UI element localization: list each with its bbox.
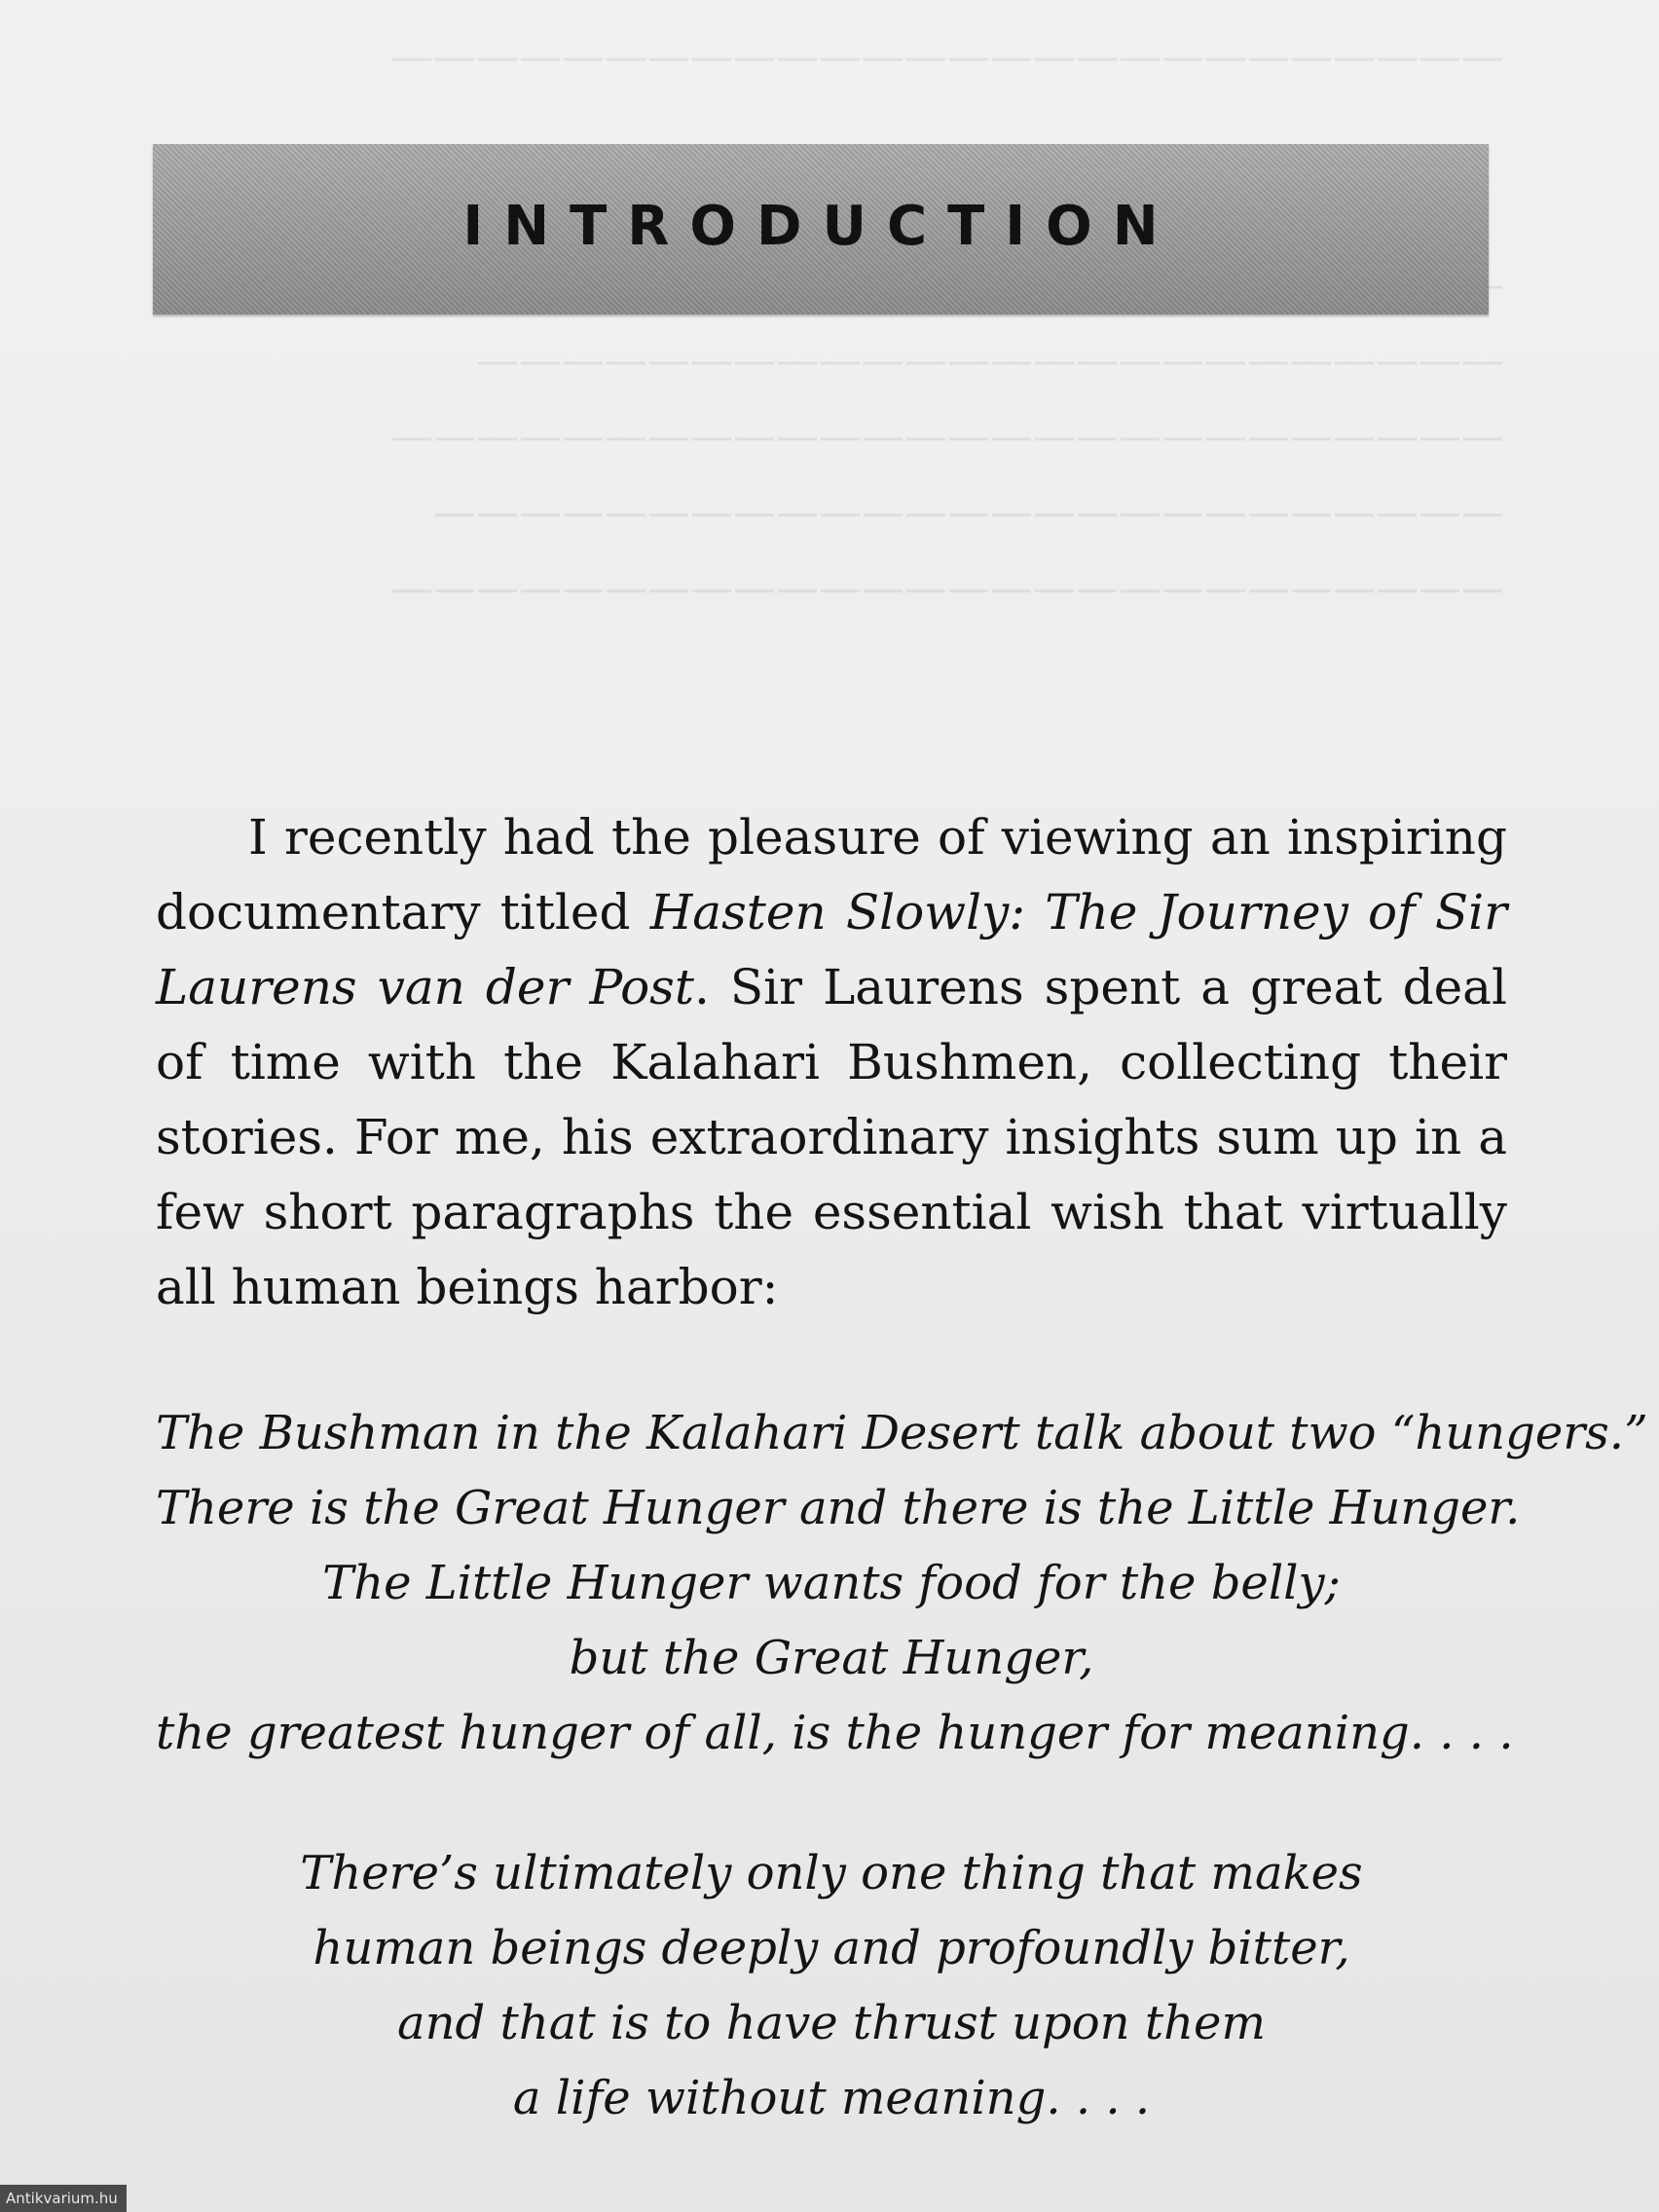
heading-banner [153, 144, 1489, 314]
chapter-title: INTRODUCTION [462, 195, 1179, 258]
quote-line: human beings deeply and profoundly bitter, [313, 1921, 1350, 1975]
quote-line: a life without meaning. . . . [512, 2071, 1151, 2125]
quote-line: There is the Great Hunger and there is the Little Hunger. [156, 1481, 1521, 1535]
quote-line: The Little Hunger wants food for the belly; [322, 1556, 1341, 1610]
quote-block-meaning [156, 1836, 1507, 2136]
bleed-through-texture: —————————————————————————— ———————————————————————— —————————————————————————— ————————————————————————— —————————————————————————— [390, 32, 1504, 613]
quote-line: There’s ultimately only one thing that makes [300, 1846, 1363, 1900]
watermark-label: Antikvarium.hu [0, 2185, 127, 2212]
intro-paragraph [156, 800, 1507, 1325]
paragraph-text-end: . Sir Laurens spent a great deal of time with the Kalahari Bushmen, collecting their stories. For me, his extraordinary insights sum up in a few short paragraphs the essential wish that virtually all human beings harbor: [156, 959, 1507, 1315]
quote-line: The Bushman in the Kalahari Desert talk about two “hungers.” [156, 1406, 1648, 1460]
quote-line: and that is to have thrust upon them [397, 1996, 1266, 2050]
quote-line: but the Great Hunger, [569, 1631, 1094, 1685]
paragraph-text-start: I recently had the pleasure of viewing an inspiring documentary titled [156, 809, 1507, 940]
documentary-title: Hasten Slowly: The Journey of Sir Laurens van der Post [156, 884, 1507, 1015]
quote-block-hungers [156, 1396, 1648, 1771]
quote-line: the greatest hunger of all, is the hunger for meaning. . . . [156, 1706, 1514, 1760]
